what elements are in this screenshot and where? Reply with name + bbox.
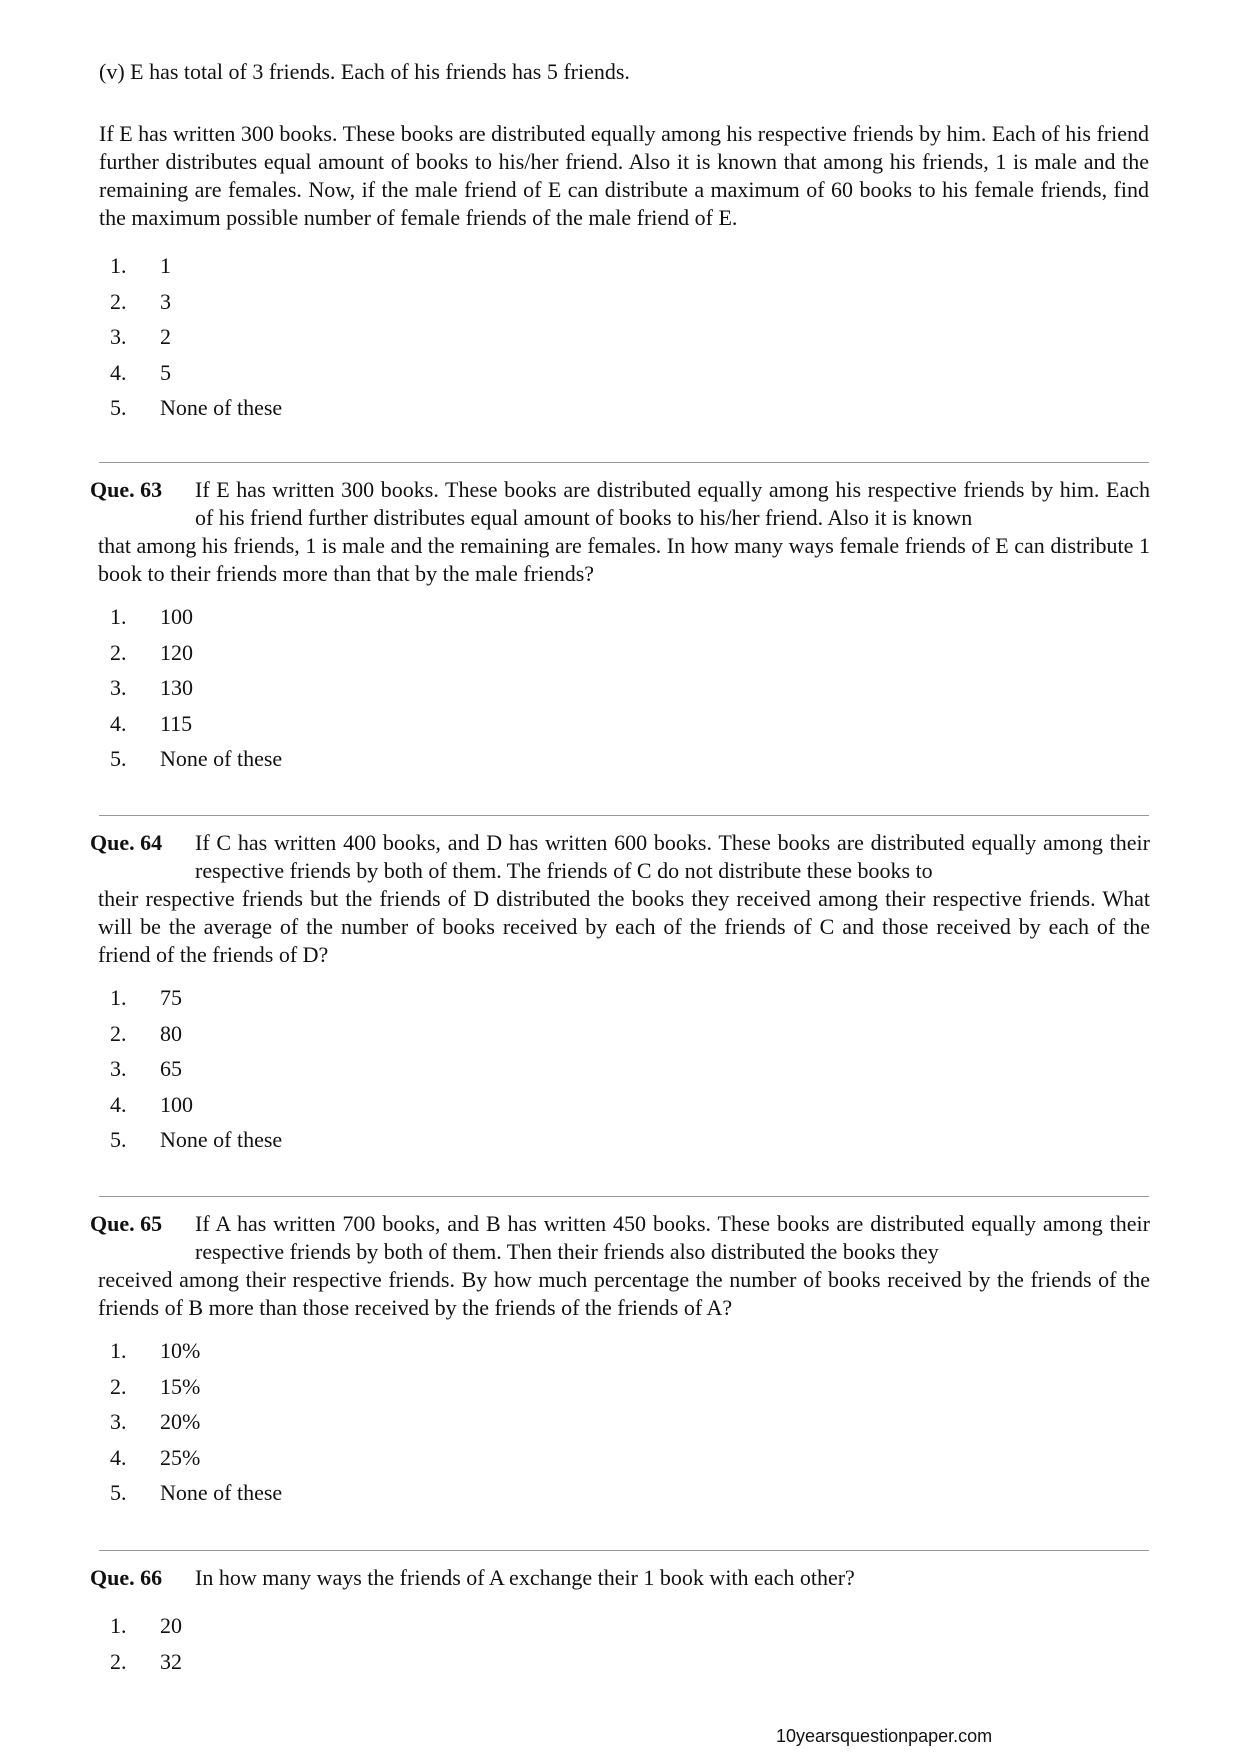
question-63-options bbox=[110, 603, 282, 781]
option-text: 65 bbox=[160, 1056, 182, 1081]
question-label: Que. 64 bbox=[90, 830, 163, 855]
option-item bbox=[110, 639, 282, 675]
option-text: 75 bbox=[160, 985, 182, 1010]
question-label: Que. 66 bbox=[90, 1565, 163, 1590]
option-number: 5. bbox=[110, 746, 127, 771]
question-label: Que. 63 bbox=[90, 477, 163, 502]
option-text: 120 bbox=[160, 639, 193, 665]
option-text: 20 bbox=[160, 1613, 182, 1638]
option-number: 3. bbox=[110, 1409, 127, 1434]
question-text-continued: that among his friends, 1 is male and the remaining are females. In how many ways female friends of E can distribute 1 book to their friends more than that by the male friends? bbox=[98, 533, 1150, 586]
question-63 bbox=[90, 476, 1150, 588]
question-65-options bbox=[110, 1337, 282, 1515]
option-item bbox=[110, 1337, 282, 1373]
option-item bbox=[110, 710, 282, 746]
option-number: 1. bbox=[110, 1613, 127, 1638]
section-divider bbox=[99, 462, 1149, 463]
option-item bbox=[110, 1055, 282, 1091]
option-item bbox=[110, 1479, 282, 1515]
option-text: 10% bbox=[160, 1338, 201, 1363]
question-text: If C has written 400 books, and D has written 600 books. These books are distributed equally among their respective friends by both of them. The friends of C do not distribute these books to bbox=[195, 830, 1150, 883]
intro-options bbox=[110, 252, 282, 430]
option-item bbox=[110, 1444, 282, 1480]
option-number: 5. bbox=[110, 1480, 127, 1505]
section-divider bbox=[99, 1550, 1149, 1551]
option-item bbox=[110, 1091, 282, 1127]
intro-paragraph: If E has written 300 books. These books are distributed equally among his respective friends by him. Each of his friend further distributes equal amount of books to his/her friend. Also it is known that among his friends, 1 is male and the remaining are females. Now, if the male friend of E can distribute a maximum of 60 books to his female friends, find the maximum possible number of female friends of the male friend of E. bbox=[99, 121, 1149, 230]
option-text: 15% bbox=[160, 1373, 201, 1399]
option-number: 2. bbox=[110, 288, 127, 314]
option-number: 3. bbox=[110, 324, 127, 349]
intro-line: (v) E has total of 3 friends. Each of his friends has 5 friends. bbox=[99, 59, 630, 84]
section-divider bbox=[99, 815, 1149, 816]
option-number: 4. bbox=[110, 359, 127, 385]
option-text: 20% bbox=[160, 1409, 201, 1434]
option-number: 1. bbox=[110, 253, 127, 278]
question-64-options bbox=[110, 984, 282, 1162]
option-item bbox=[110, 1612, 182, 1648]
option-number: 4. bbox=[110, 1091, 127, 1117]
option-text: 3 bbox=[160, 288, 171, 314]
option-item bbox=[110, 674, 282, 710]
option-text: 80 bbox=[160, 1020, 182, 1046]
option-item bbox=[110, 1408, 282, 1444]
option-text: 1 bbox=[160, 253, 171, 278]
question-text: In how many ways the friends of A exchange their 1 book with each other? bbox=[195, 1565, 855, 1590]
option-item bbox=[110, 984, 282, 1020]
option-number: 3. bbox=[110, 1056, 127, 1081]
option-item bbox=[110, 394, 282, 430]
question-label: Que. 65 bbox=[90, 1211, 163, 1236]
option-text: 32 bbox=[160, 1648, 182, 1674]
option-number: 2. bbox=[110, 1020, 127, 1046]
option-item bbox=[110, 1126, 282, 1162]
option-item bbox=[110, 323, 282, 359]
question-text: If A has written 700 books, and B has written 450 books. These books are distributed equally among their respective friends by both of them. Then their friends also distributed the books they bbox=[195, 1211, 1150, 1264]
option-text: 25% bbox=[160, 1444, 201, 1470]
option-text: 5 bbox=[160, 359, 171, 385]
option-text: None of these bbox=[160, 1480, 283, 1505]
option-item bbox=[110, 1020, 282, 1056]
option-item bbox=[110, 359, 282, 395]
option-text: None of these bbox=[160, 1127, 283, 1152]
option-text: None of these bbox=[160, 395, 283, 420]
option-number: 2. bbox=[110, 639, 127, 665]
option-number: 4. bbox=[110, 710, 127, 736]
question-65 bbox=[90, 1210, 1150, 1322]
option-text: 100 bbox=[160, 1091, 193, 1117]
question-66 bbox=[90, 1564, 1150, 1592]
option-item bbox=[110, 1648, 182, 1684]
question-text-continued: received among their respective friends. By how much percentage the number of books received by the friends of the friends of B more than those received by the friends of the friends of A? bbox=[98, 1267, 1150, 1320]
option-number: 3. bbox=[110, 675, 127, 700]
option-number: 5. bbox=[110, 395, 127, 420]
option-number: 2. bbox=[110, 1648, 127, 1674]
option-text: 100 bbox=[160, 604, 193, 629]
question-text: If E has written 300 books. These books are distributed equally among his respective friends by him. Each of his friend further distributes equal amount of books to his/her friend. Also it is known bbox=[195, 477, 1150, 530]
option-text: 130 bbox=[160, 675, 193, 700]
option-item bbox=[110, 1373, 282, 1409]
option-text: None of these bbox=[160, 746, 283, 771]
question-66-options bbox=[110, 1612, 182, 1683]
option-text: 115 bbox=[160, 710, 193, 736]
option-item bbox=[110, 603, 282, 639]
option-number: 1. bbox=[110, 1338, 127, 1363]
option-item bbox=[110, 288, 282, 324]
option-number: 1. bbox=[110, 985, 127, 1010]
option-item bbox=[110, 252, 282, 288]
question-text-continued: their respective friends but the friends of D distributed the books they received among their respective friends. What will be the average of the number of books received by each of the friends of C and those received by each of the friend of the friends of D? bbox=[98, 886, 1150, 967]
option-text: 2 bbox=[160, 324, 171, 349]
option-number: 4. bbox=[110, 1444, 127, 1470]
option-number: 1. bbox=[110, 604, 127, 629]
footer-site-name: 10yearsquestionpaper.com bbox=[776, 1726, 993, 1746]
question-64 bbox=[90, 829, 1150, 969]
option-number: 5. bbox=[110, 1127, 127, 1152]
option-item bbox=[110, 745, 282, 781]
option-number: 2. bbox=[110, 1373, 127, 1399]
section-divider bbox=[99, 1196, 1149, 1197]
